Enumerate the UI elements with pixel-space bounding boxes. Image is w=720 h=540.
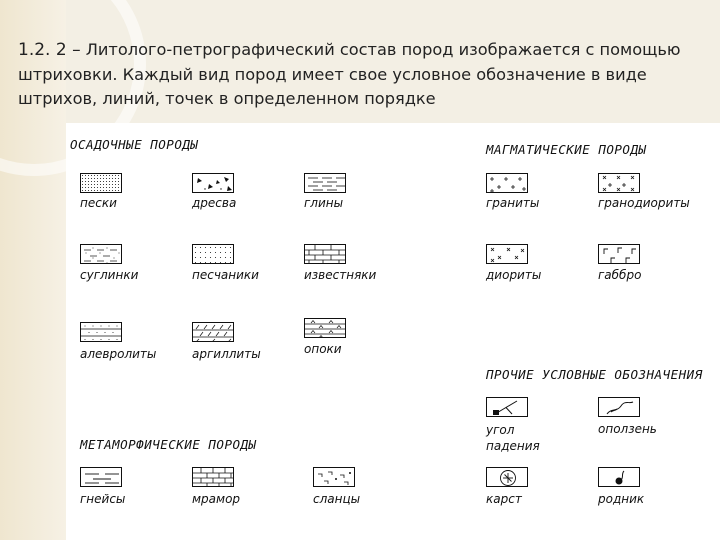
symbol-karst [486,467,528,487]
section-title-magmatic: МАГМАТИЧЕСКИЕ ПОРОДЫ [486,142,647,157]
slide-heading [18,38,708,112]
symbol-gabbro [598,244,640,264]
label-mramor: мрамор [192,492,241,506]
symbol-granity [486,173,528,193]
label-slancy: сланцы [313,492,361,506]
symbol-opoki [304,318,346,338]
label-gabbro: габбро [598,268,642,282]
label-diority: диориты [486,268,542,282]
symbol-diority [486,244,528,264]
label-ugol-padeniya: угол падения [486,423,540,453]
symbol-alevrolity [80,322,122,342]
symbol-izvestnyaki [304,244,346,264]
label-granodiority: гранодиориты [598,196,690,210]
symbol-peski [80,173,122,193]
symbol-mramor [192,467,234,487]
label-karst: карст [486,492,522,506]
symbol-rodnik [598,467,640,487]
section-title-sedimentary: ОСАДОЧНЫЕ ПОРОДЫ [70,137,199,152]
label-alevrolity: алевролиты [80,347,157,361]
label-peschaniki: песчаники [192,268,259,282]
heading-number: 1.2. 2 – [18,40,81,60]
symbol-gliny [304,173,346,193]
symbol-gneisy [80,467,122,487]
symbol-granodiority [598,173,640,193]
section-title-other: ПРОЧИЕ УСЛОВНЫЕ ОБОЗНАЧЕНИЯ [486,367,703,382]
label-argillity: аргиллиты [192,347,261,361]
label-gliny: глины [304,196,344,210]
symbol-opolzen [598,397,640,417]
symbol-slancy [313,467,355,487]
label-rodnik: родник [598,492,645,506]
label-opoki: опоки [304,342,342,356]
symbol-dresva [192,173,234,193]
label-dresva: дресва [192,196,237,210]
symbol-argillity [192,322,234,342]
label-opolzen: оползень [598,422,657,436]
symbol-peschaniki [192,244,234,264]
label-izvestnyaki: известняки [304,268,377,282]
label-peski: пески [80,196,117,210]
symbol-suglinki [80,244,122,264]
heading-text: Литолого-петрографический состав пород изображается с помощью штриховки. Каждый вид пород имеет свое условное обозначение в виде штрихов, линий, точек в определенном порядке [18,40,681,108]
symbol-ugol-padeniya [486,397,528,417]
label-gneisy: гнейсы [80,492,126,506]
label-suglinki: суглинки [80,268,139,282]
label-granity: граниты [486,196,540,210]
section-title-metamorphic: МЕТАМОРФИЧЕСКИЕ ПОРОДЫ [80,437,257,452]
